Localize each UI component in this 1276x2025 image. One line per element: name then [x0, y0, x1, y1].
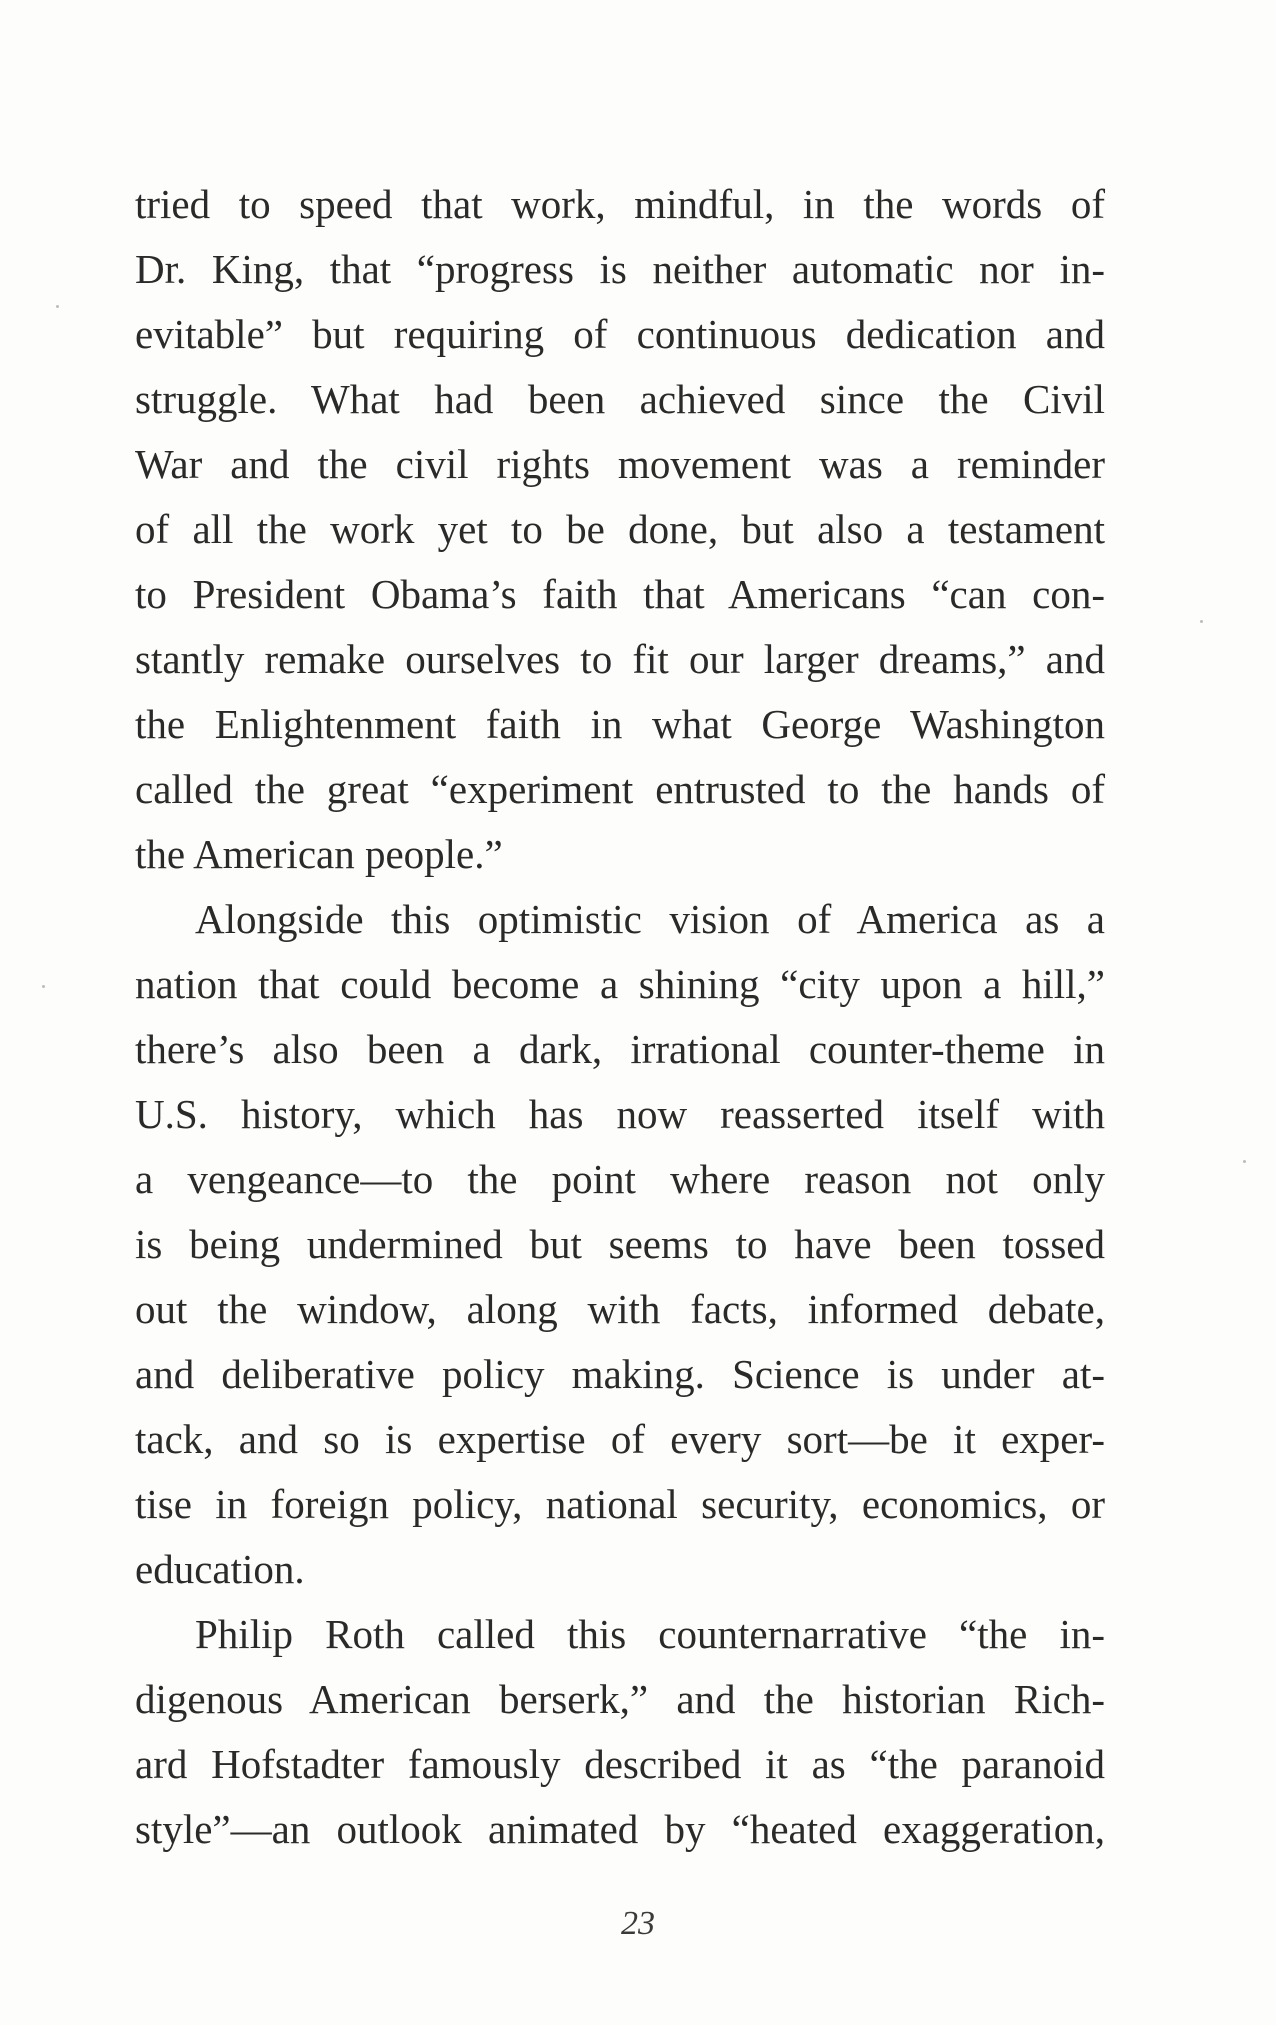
page-number: 23: [621, 1905, 655, 1942]
body-text: [135, 172, 1105, 1862]
text-line: tack, and so is expertise of every sort—be it exper-: [135, 1416, 1105, 1462]
text-line: the Enlightenment faith in what George Washington: [135, 701, 1105, 747]
text-line: ard Hofstadter famously described it as “the paranoid: [135, 1741, 1105, 1787]
text-line: Alongside this optimistic vision of America as a: [195, 896, 1105, 942]
text-line: there’s also been a dark, irrational counter-theme in: [135, 1026, 1105, 1072]
text-line: U.S. history, which has now reasserted itself with: [135, 1091, 1105, 1137]
text-line: digenous American berserk,” and the historian Rich-: [135, 1676, 1105, 1722]
text-line: a vengeance—to the point where reason not only: [135, 1156, 1105, 1202]
text-line: stantly remake ourselves to fit our larger dreams,” and: [135, 636, 1105, 682]
text-line: tise in foreign policy, national security, economics, or: [135, 1481, 1105, 1527]
text-line: Philip Roth called this counternarrative “the in-: [195, 1611, 1105, 1657]
text-line: to President Obama’s faith that Americans “can con-: [135, 571, 1105, 617]
text-line: the American people.”: [135, 831, 503, 877]
text-line: evitable” but requiring of continuous dedication and: [135, 311, 1105, 357]
text-line: Dr. King, that “progress is neither automatic nor in-: [135, 246, 1105, 292]
scan-speck: [56, 305, 59, 308]
text-line: and deliberative policy making. Science is under at-: [135, 1351, 1105, 1397]
text-line: War and the civil rights movement was a reminder: [135, 441, 1105, 487]
text-line: nation that could become a shining “city upon a hill,”: [135, 961, 1105, 1007]
text-line: is being undermined but seems to have been tossed: [135, 1221, 1105, 1267]
scan-speck: [1200, 620, 1203, 623]
text-line: tried to speed that work, mindful, in the words of: [135, 181, 1105, 227]
text-line: education.: [135, 1546, 305, 1592]
text-line: of all the work yet to be done, but also a testament: [135, 506, 1105, 552]
text-line: struggle. What had been achieved since the Civil: [135, 376, 1105, 422]
text-line: out the window, along with facts, informed debate,: [135, 1286, 1105, 1332]
text-line: called the great “experiment entrusted to the hands of: [135, 766, 1105, 812]
scan-speck: [42, 985, 45, 988]
text-line: style”—an outlook animated by “heated exaggeration,: [135, 1806, 1105, 1852]
scan-speck: [1243, 1160, 1246, 1163]
